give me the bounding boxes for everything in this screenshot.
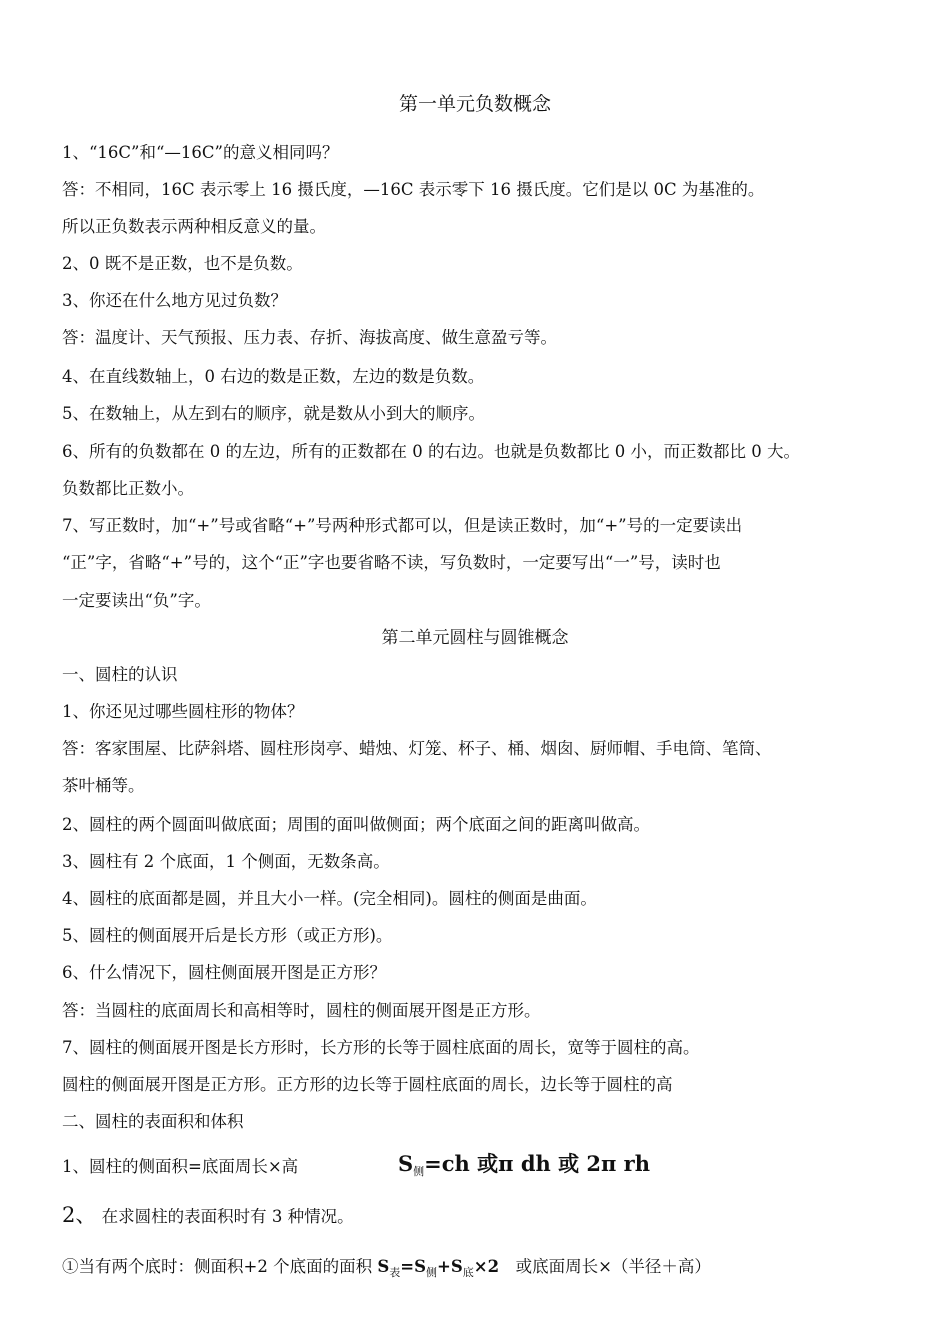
case-1-prefix: ①当有两个底时：侧面积+2 个底面的面积 [62,1257,378,1276]
case-1-sub-base: 底 [462,1266,474,1279]
unit1-line-13: 一定要读出“负”字。 [62,591,211,610]
unit1-line-9: 6、所有的负数都在 0 的左边，所有的正数都在 0 的右边。也就是负数都比 0 小，而正数都比 0 大。 [62,442,800,461]
unit2-line-9: 6、什么情况下，圆柱侧面展开图是正方形？ [62,963,386,982]
unit2-title: 第二单元圆柱与圆锥概念 [381,628,569,648]
unit1-line-4: 2、0 既不是正数，也不是负数。 [62,254,303,273]
unit1-line-3: 所以正负数表示两种相反意义的量。 [62,217,326,236]
unit1-line-11: 7、写正数时，加“+”号或省略“+”号两种形式都可以，但是读正数时，加“+”号的一定要读出 [62,516,743,535]
unit1-line-2: 答：不相同，16C 表示零上 16 摄氏度，—16C 表示零下 16 摄氏度。它们是以 0C 为基准的。 [62,180,765,199]
unit1-line-6: 答：温度计、天气预报、压力表、存折、海拔高度、做生意盈亏等。 [62,328,557,347]
case-1-plus: +S [437,1257,463,1276]
case-1-suffix: 或底面周长×（半径＋高） [499,1257,711,1276]
unit2-line-2: 1、你还见过哪些圆柱形的物体？ [62,702,304,721]
lateral-area-formula [398,1150,650,1186]
case-1-eq: =S [400,1257,426,1276]
unit2-line-11: 7、圆柱的侧面展开图是长方形时，长方形的长等于圆柱底面的周长，宽等于圆柱的高。 [62,1038,700,1057]
unit1-title: 第一单元负数概念 [398,93,551,115]
unit2-line-3: 答：客家围屋、比萨斜塔、圆柱形岗亭、蜡烛、灯笼、杯子、桶、烟囱、厨师帽、手电筒、笔筒、 [62,739,772,758]
case-1-sub-surface: 表 [389,1266,401,1279]
case-1-sub-side: 侧 [426,1266,437,1279]
case-1-s1: S [377,1257,390,1276]
formula-s: S [398,1151,414,1176]
case-1-line [62,1255,910,1285]
unit2-line-8: 5、圆柱的侧面展开后是长方形（或正方形)。 [62,926,393,945]
unit2-line-5: 2、圆柱的两个圆面叫做底面；周围的面叫做侧面；两个底面之间的距离叫做高。 [62,815,650,834]
unit2-line-6: 3、圆柱有 2 个底面，1 个侧面，无数条高。 [62,852,390,871]
case-1-times: ×2 [473,1257,500,1276]
formula-rest: =ch 或π dh 或 2π rh [424,1151,651,1176]
unit1-line-12: “正”字，省略“+”号的，这个“正”字也要省略不读，写负数时，一定要写出“一”号，读时也 [62,553,721,572]
case-number: 2、 [62,1203,97,1227]
unit2-line-10: 答：当圆柱的底面周长和高相等时，圆柱的侧面展开图是正方形。 [62,1001,541,1020]
unit1-line-10: 负数都比正数小。 [62,479,194,498]
lateral-area-text: 1、圆柱的侧面积=底面周长×高 [62,1157,299,1176]
unit2-line-1: 一、圆柱的认识 [62,665,178,684]
formula-sub-side: 侧 [413,1165,425,1178]
unit1-line-7: 4、在直线数轴上，0 右边的数是正数，左边的数是负数。 [62,367,485,386]
unit2-line-13: 二、圆柱的表面积和体积 [62,1112,244,1131]
case-text: 在求圆柱的表面积时有 3 种情况。 [101,1207,354,1226]
unit2-line-7: 4、圆柱的底面都是圆，并且大小一样。(完全相同)。圆柱的侧面是曲面。 [62,889,597,908]
unit2-line-12: 圆柱的侧面展开图是正方形。正方形的边长等于圆柱底面的周长，边长等于圆柱的高 [62,1075,673,1094]
unit1-line-1: 1、“16C”和“—16C”的意义相同吗？ [62,143,339,162]
unit1-line-8: 5、在数轴上，从左到右的顺序，就是数从小到大的顺序。 [62,404,485,423]
unit2-line-4: 茶叶桶等。 [62,776,145,795]
surface-area-cases [62,1203,910,1229]
unit1-line-5: 3、你还在什么地方见过负数？ [62,291,287,310]
